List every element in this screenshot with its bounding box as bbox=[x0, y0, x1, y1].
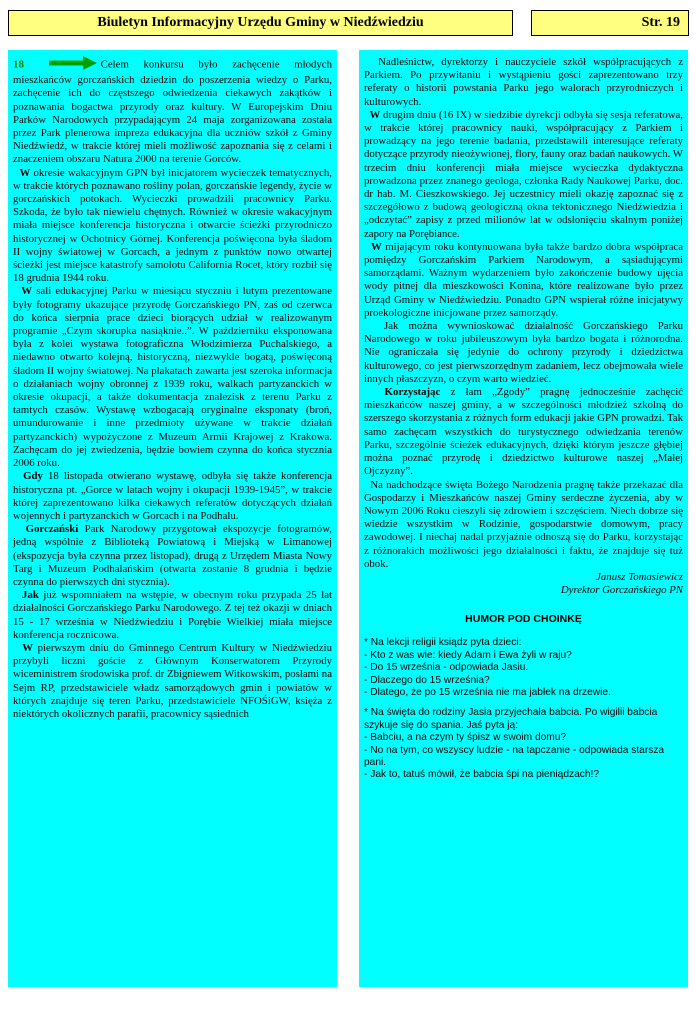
article-paragraph bbox=[13, 642, 332, 721]
joke-line: - Dlaczego do 15 września? bbox=[364, 674, 490, 686]
article-paragraph bbox=[13, 285, 332, 470]
joke-line: - Jak to, tatuś mówił, że babcia śpi na pieniądzach!? bbox=[364, 769, 600, 781]
joke-2 bbox=[364, 707, 683, 781]
article-number: 18 bbox=[13, 58, 24, 71]
page-number: Str. 19 bbox=[531, 10, 689, 36]
paragraph-initial: Jak bbox=[22, 589, 39, 602]
paragraph-text: Park Narodowy przygotował ekspozycje fotogramów, jedną wspólnie z Biblioteką Powiatową i Miejską w Limanowej (ekspozycja była czynna przez listopad), drugą z Urzędem Miasta Nowy Targ i Muzeum Podhalańskim (otwarta zostanie 8 grudnia i będzie czynna do pierwszych dni stycznia). bbox=[13, 523, 332, 588]
article-paragraph bbox=[364, 320, 683, 386]
joke-line: - No na tym, co wszyscy ludzie - na tapczanie - odpowiada starsza pani. bbox=[364, 744, 665, 768]
joke-line: - Babciu, a na czym ty śpisz w swoim domu? bbox=[364, 732, 567, 744]
joke-line: * Na lekcji religii ksiądz pyta dzieci: bbox=[364, 637, 522, 649]
lead-text: Celem konkursu było zachęcenie młodych mieszkańców gorczańskich dziedzin do poszerzenia wiedzy o Parku, zachęcenie ich do częstszego odwiedzenia ciekawych zakątków i poznawania bogactwa przyrody oraz kultury. W Europejskim Dniu Parków Narodowych przypadającym 24 maja zorganizowana została przez Park plenerowa impreza edukacyjna dla uczniów szkół z Gminy Niedźwiedź, w trakcie której mieli możliwość zapoznania się z celami i znaczeniem obszaru Natura 2000 na terenie Gorców. bbox=[13, 58, 332, 166]
paragraph-text: okresie wakacyjnym GPN był inicjatorem wycieczek tematycznych, w trakcie których poznawano rośliny polan, gorczańskie legendy, życie w gorczańskich potokach. Wycieczki prowadzili pracownicy Parku. Szkoda, że było tak niewielu chętnych. Również w okresie wakacyjnym miała miejsce konferencja historyczna i otwarcie ścieżki przyrodniczo historycznej w Ochotnicy Górnej. Konferencja poświęcona była śladom II wojny światowej w Gorcach, a jednym z punktów nowo otwartej ścieżki jest miejsce katastrofy samolotu California Rocet, który rozbił się 18 grudnia 1944 roku. bbox=[13, 166, 332, 285]
paragraph-initial: Gdy bbox=[23, 470, 43, 483]
left-column bbox=[8, 50, 337, 987]
paragraph-initial: W bbox=[22, 641, 34, 654]
article-paragraph bbox=[364, 479, 683, 571]
paragraph-initial: W bbox=[19, 166, 31, 179]
humor-title: HUMOR POD CHOINKĘ bbox=[465, 613, 582, 626]
article-paragraph bbox=[364, 56, 683, 109]
lead-paragraph bbox=[13, 56, 332, 167]
paragraph-initial: Korzystając bbox=[384, 386, 441, 399]
paragraph-initial: Gorczański bbox=[25, 523, 79, 536]
paragraph-text: Na nadchodzące święta Bożego Narodzenia pragnę także przekazać dla Gospodarzy i Mieszkańców naszej Gminy serdeczne życzenia, aby w Nowym 2006 Roku cieszyli się zdrowiem i szczęściem. Niech dobrze się wiedzie wszystkim w Rodzinie, gospodarstwie domowym, pracy zawodowej. I niechaj nadal przyjaźnie odnoszą się do Parku, korzystając z różnorakich możliwości jego działalności i faktu, że znajduje się tuż obok. bbox=[364, 478, 683, 570]
paragraph-text: Nadleśnictw, dyrektorzy i nauczyciele szkół współpracujących z Parkiem. Po przywitaniu i wystąpieniu gości zaprezentowano trzy referaty o historii powstania Parku jego walorach przyrodniczych i kulturowych. bbox=[364, 56, 683, 108]
paragraph-initial: W bbox=[21, 285, 33, 298]
article-paragraph bbox=[13, 523, 332, 589]
paragraph-text: drugim dniu (16 IX) w siedzibie dyrekcji odbyła się sesja referatowa, w trakcie której pracownicy nauki, współpracujący z Parkiem i prowadzący na jego terenie badania, przedstawili interesujące referaty dotyczące przyrody nieożywionej, flory, fauny oraz badań naukowych. W trzecim dniu konferencji miała miejsce wycieczka dydaktyczna prowadzona przez znanego geologa, członka Rady Naukowej Parku, doc. dr hab. M. Cieszkowskiego. Jej uczestnicy mieli okazję zapoznać się z szczegółowo z budową geologiczną okna tektonicznego Niedźwiedzia i „odczytać” zapisy z przed milionów lat w odsłonięciu skalnym poniżej zapory na Porębiance. bbox=[364, 108, 684, 240]
article-paragraph bbox=[13, 167, 332, 286]
paragraph-text: Jak można wywnioskować działalność Gorczańskiego Parku Narodowego w roku jubileuszowym była bardzo bogata i różnorodna. Nie ograniczała się jedynie do ochrony przyrody i dziedzictwa kulturowego, co jest pierwszorzędnym zadaniem, lecz obejmowała wiele innych płaszczyzn, o czym warto wiedzieć. bbox=[364, 320, 683, 385]
paragraph-text: sali edukacyjnej Parku w miesiącu styczniu i lutym prezentowane były fotogramy ukazujące przyrodę Gorczańskiego PN, zaś od czerwca do końca sierpnia prace dzieci biorących udział w realizowanym programie „Czym skorupka nasiąknie..”. W październiku eksponowana była z kolei wystawa fotograficzna Włodzimierza Puchalskiego, a niedawno otwarto kolejną, historyczną, niezwykle bogatą, poświęconą śladom II wojny światowej. Na plakatach zawarta jest szeroka informacja o działaniach wojny obronnej z 1939 roku, walkach partyzanckich w okresie okupacji, a także dokumentacja znalezisk z terenu Parku z tamtych czasów. Wystawę wzbogacają oryginalne eksponaty (broń, umundurowanie i inne przedmioty używane w trakcie działań partyzanckich) wypożyczone z Muzeum Armii Krajowej z Krakowa. Zachęcam do jej zwiedzenia, będzie bowiem czynna do końca stycznia 2006 roku. bbox=[13, 285, 332, 470]
paragraph-initial: W bbox=[370, 240, 382, 253]
article-paragraph bbox=[364, 241, 683, 320]
signature-name: Janusz Tomasiewicz bbox=[596, 570, 683, 583]
header-title: Biuletyn Informacyjny Urzędu Gminy w Niedźwiedziu bbox=[8, 10, 513, 36]
paragraph-initial: W bbox=[369, 108, 381, 121]
article-paragraph bbox=[13, 470, 332, 523]
article-paragraph bbox=[13, 589, 332, 642]
left-paragraphs bbox=[13, 167, 332, 722]
humor-section bbox=[364, 637, 683, 781]
paragraph-text: już wspomniałem na wstępie, w obecnym roku przypada 25 lat działalności Gorczańskiego Parku Narodowego. Z tej też okazji w dniach 15 - 17 września w Niedźwiedziu i Porębie Wielkiej miała miejsce konferencja rocznicowa. bbox=[13, 589, 332, 641]
joke-1 bbox=[364, 637, 683, 699]
paragraph-text: mijającym roku kontynuowana była także bardzo dobra współpraca pomiędzy Gorczańskim Parkiem Narodowym, a sąsiadującymi samorządami. Ważnym wydarzeniem było zakończenie budowy ujęcia wody pitnej dla mieszkowości Konina, które realizowane było przez Urząd Gminy w Niedźwiedziu. Ponadto GPN wspierał różne inicjatywy proekologiczne inicjowane przez samorządy. bbox=[364, 240, 684, 319]
arrow-right-icon bbox=[49, 56, 97, 74]
signature-role: Dyrektor Gorczańskiego PN bbox=[560, 584, 683, 597]
joke-line: - Do 15 września - odpowiada Jasiu. bbox=[364, 662, 529, 674]
article-paragraph bbox=[364, 109, 683, 241]
joke-line: - Dlatego, że po 15 września nie ma jabłek na drzewie. bbox=[364, 686, 611, 698]
right-paragraphs bbox=[364, 56, 683, 571]
paragraph-text: pierwszym dniu do Gminnego Centrum Kultury w Niedźwiedziu przybyli liczni goście z Głównym Konserwatorem Przyrody wiceministrem środowiska prof. dr Zbigniewem Witkowskim, posłami na Sejm RP, przedstawiciele władz samorządowych gmin i powiatów w których znajduje się teren Parku, przedstawiciele NFOŚiGW, księża z niektórych okolicznych parafii, pracownicy sąsiednich bbox=[13, 641, 332, 720]
paragraph-text: z łam „Zgody” pragnę jednocześnie zachęcić mieszkańców naszej gminy, a w szczególności młodzież szkolną do szerszego skorzystania z różnych form edukacji jakie GPN prowadzi. Tak samo zachęcam wszystkich do turystycznego odwiedzania terenów Parku, szczególnie ścieżek edukacyjnych, dzięki którym jeszcze głębiej można poznać przyrodę i dziedzictwo kulturowe naszej „Małej Ojczyzny”. bbox=[364, 386, 683, 478]
article-paragraph bbox=[364, 386, 683, 478]
joke-line: * Na święta do rodziny Jasia przyjechała babcia. Po wigilii babcia szykuje się do spania. Jaś pyta ją: bbox=[364, 707, 658, 731]
joke-line: - Kto z was wie: kiedy Adam i Ewa żyli w raju? bbox=[364, 649, 572, 661]
right-column bbox=[359, 50, 688, 987]
paragraph-text: 18 listopada otwierano wystawę, odbyła się także konferencja historyczna pt. „Gorce w latach wojny i okupacji 1939-1945”, w trakcie której zaprezentowano kilka ciekawych referatów dotyczących działań wojennych i partyzanckich w Gorcach i na Podhalu. bbox=[13, 470, 332, 522]
